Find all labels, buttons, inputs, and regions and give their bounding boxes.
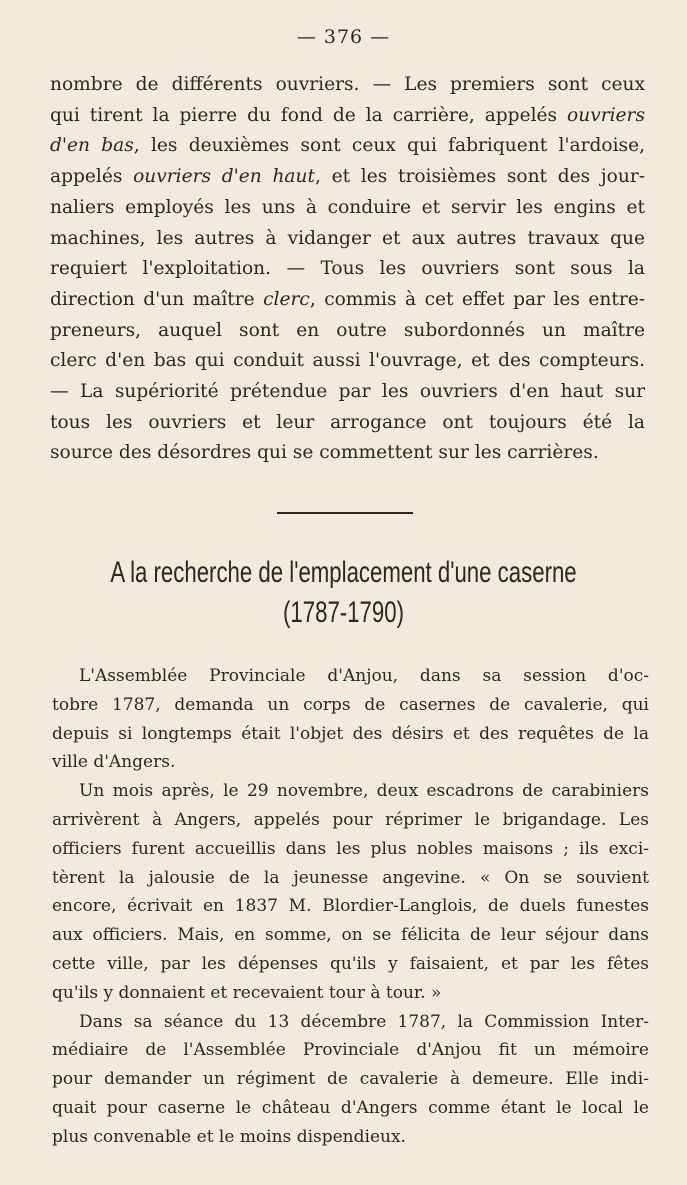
text-line: machines, les autres à vidanger et aux autres travaux que (50, 227, 645, 249)
text-line: quait pour caserne le château d'Angers comme étant le local le (52, 1097, 649, 1118)
paragraph-quarry-workers (50, 70, 645, 469)
section-divider (277, 512, 413, 514)
italic-term: ouvriers d'en haut (133, 166, 315, 188)
text-line: d'en bas, les deuxièmes sont ceux qui fabriquent l'ardoise, (50, 135, 645, 157)
text-line: tobre 1787, demanda un corps de casernes de cavalerie, qui (52, 694, 649, 715)
text-line: tèrent la jalousie de la jeunesse angevine. « On se souvient (52, 867, 649, 888)
text-line: tous les ouvriers et leur arrogance ont toujours été la (50, 411, 645, 433)
text-line: plus convenable et le moins dispendieux. (52, 1126, 406, 1147)
text-line: ville d'Angers. (52, 752, 176, 773)
text-line: L'Assemblée Provinciale d'Anjou, dans sa session d'oc- (79, 666, 649, 686)
text-line: requiert l'exploitation. — Tous les ouvriers sont sous la (50, 258, 645, 280)
text-line: — La supériorité prétendue par les ouvriers d'en haut sur (50, 381, 645, 403)
text-line: arrivèrent à Angers, appelés pour réprimer le brigandage. Les (52, 809, 649, 830)
italic-term: clerc (263, 288, 310, 310)
text-line: nombre de différents ouvriers. — Les premiers sont ceux (50, 74, 645, 95)
text-line: direction d'un maître clerc, commis à cet effet par les entre- (50, 288, 645, 310)
section-title: A la recherche de l'emplacement d'une caserne (110, 556, 577, 589)
text-line: Dans sa séance du 13 décembre 1787, la Commission Inter- (79, 1011, 649, 1032)
text-line: pour demander un régiment de cavalerie à demeure. Elle indi- (52, 1069, 649, 1090)
text-line: encore, écrivait en 1837 M. Blordier-Langlois, de duels funestes (52, 896, 649, 917)
text-line: depuis si longtemps était l'objet des désirs et des requêtes de la (52, 723, 649, 744)
text-line: preneurs, auquel sont en outre subordonnés un maître (50, 319, 645, 341)
text-line: qu'ils y donnaient et recevaient tour à tour. » (52, 982, 442, 1003)
text-line: Un mois après, le 29 novembre, deux escadrons de carabiniers (79, 781, 649, 802)
text-line: clerc d'en bas qui conduit aussi l'ouvrage, et des compteurs. (50, 350, 645, 372)
text-line: cette ville, par les dépenses qu'ils y faisaient, et par les fêtes (52, 953, 649, 974)
text-line: officiers furent accueillis dans les plus nobles maisons ; ils exci- (52, 838, 649, 859)
text-line: aux officiers. Mais, en somme, on se félicita de leur séjour dans (52, 925, 649, 946)
italic-term: d'en bas (50, 135, 134, 157)
text-line: naliers employés les uns à conduire et servir les engins et (50, 196, 645, 218)
text-line: appelés ouvriers d'en haut, et les troisièmes sont des jour- (50, 166, 645, 188)
text-line: médiaire de l'Assemblée Provinciale d'Anjou fit un mémoire (52, 1040, 649, 1061)
italic-term: ouvriers (567, 104, 645, 126)
text-line: source des désordres qui se commettent sur les carrières. (50, 442, 599, 464)
section-title-dates: (1787-1790) (283, 596, 404, 629)
paragraph-caserne (52, 662, 649, 1152)
page-number: — 376 — (296, 26, 391, 48)
text-line: qui tirent la pierre du fond de la carrière, appelés ouvriers (50, 104, 645, 126)
